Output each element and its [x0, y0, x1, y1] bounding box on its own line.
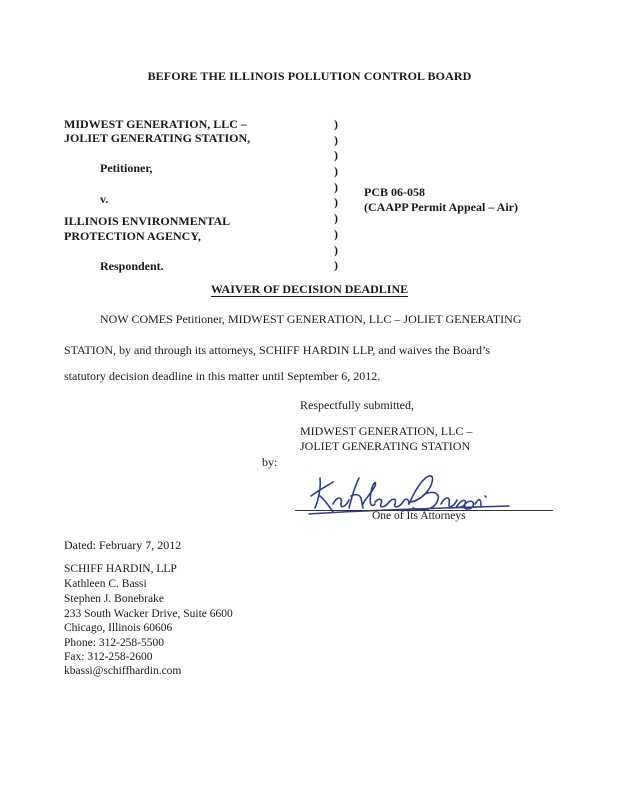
paren: ): [334, 117, 338, 131]
closing: Respectfully submitted,: [300, 398, 414, 412]
petitioner-role: Petitioner,: [100, 161, 153, 175]
firm-name: SCHIFF HARDIN, LLP: [64, 563, 177, 575]
paren: ): [334, 148, 338, 163]
case-number: PCB 06-058: [364, 185, 425, 199]
phone: Phone: 312-258-5500: [64, 637, 164, 649]
paren: ): [334, 242, 338, 257]
paren: ): [334, 226, 338, 241]
paren: ): [334, 211, 338, 226]
paren: ): [334, 258, 338, 273]
caption-parentheses: [334, 117, 344, 274]
paren: ): [334, 179, 338, 194]
paren: ): [334, 132, 338, 147]
body-line-1: NOW COMES Petitioner, MIDWEST GENERATION, LLC – JOLIET GENERATING: [100, 312, 522, 326]
body-line-3: statutory decision deadline in this matter until September 6, 2012.: [64, 369, 381, 383]
respondent-name-line1: ILLINOIS ENVIRONMENTAL: [64, 214, 231, 228]
body-line-2: STATION, by and through its attorneys, SCHIFF HARDIN LLP, and waives the Board’s: [64, 343, 491, 357]
document-title-text: WAIVER OF DECISION DEADLINE: [210, 282, 409, 296]
paren: ): [334, 195, 338, 210]
petitioner-name-line1: MIDWEST GENERATION, LLC –: [64, 117, 247, 131]
paren: ): [334, 164, 338, 179]
document-title: [0, 282, 619, 297]
petitioner-name-line2: JOLIET GENERATING STATION,: [64, 131, 251, 145]
email: kbassi@schiffhardin.com: [64, 665, 182, 677]
address-line-1: 233 South Wacker Drive, Suite 6600: [64, 608, 233, 620]
versus: v.: [100, 192, 109, 206]
court-heading: BEFORE THE ILLINOIS POLLUTION CONTROL BOARD: [147, 69, 472, 83]
by-label: by:: [262, 455, 278, 469]
address-line-2: Chicago, Illinois 60606: [64, 622, 173, 634]
respondent-name-line2: PROTECTION AGENCY,: [64, 229, 201, 243]
party-line-2: JOLIET GENERATING STATION: [300, 439, 471, 453]
signature-caption: One of Its Attorneys: [372, 510, 466, 522]
respondent-role: Respondent.: [100, 259, 164, 273]
fax: Fax: 312-258-2600: [64, 651, 153, 663]
case-type: (CAAPP Permit Appeal – Air): [364, 200, 518, 214]
dated-line: Dated: February 7, 2012: [64, 538, 182, 552]
attorney-1: Kathleen C. Bassi: [64, 578, 147, 590]
attorney-2: Stephen J. Bonebrake: [64, 593, 164, 605]
party-line-1: MIDWEST GENERATION, LLC –: [300, 424, 473, 438]
